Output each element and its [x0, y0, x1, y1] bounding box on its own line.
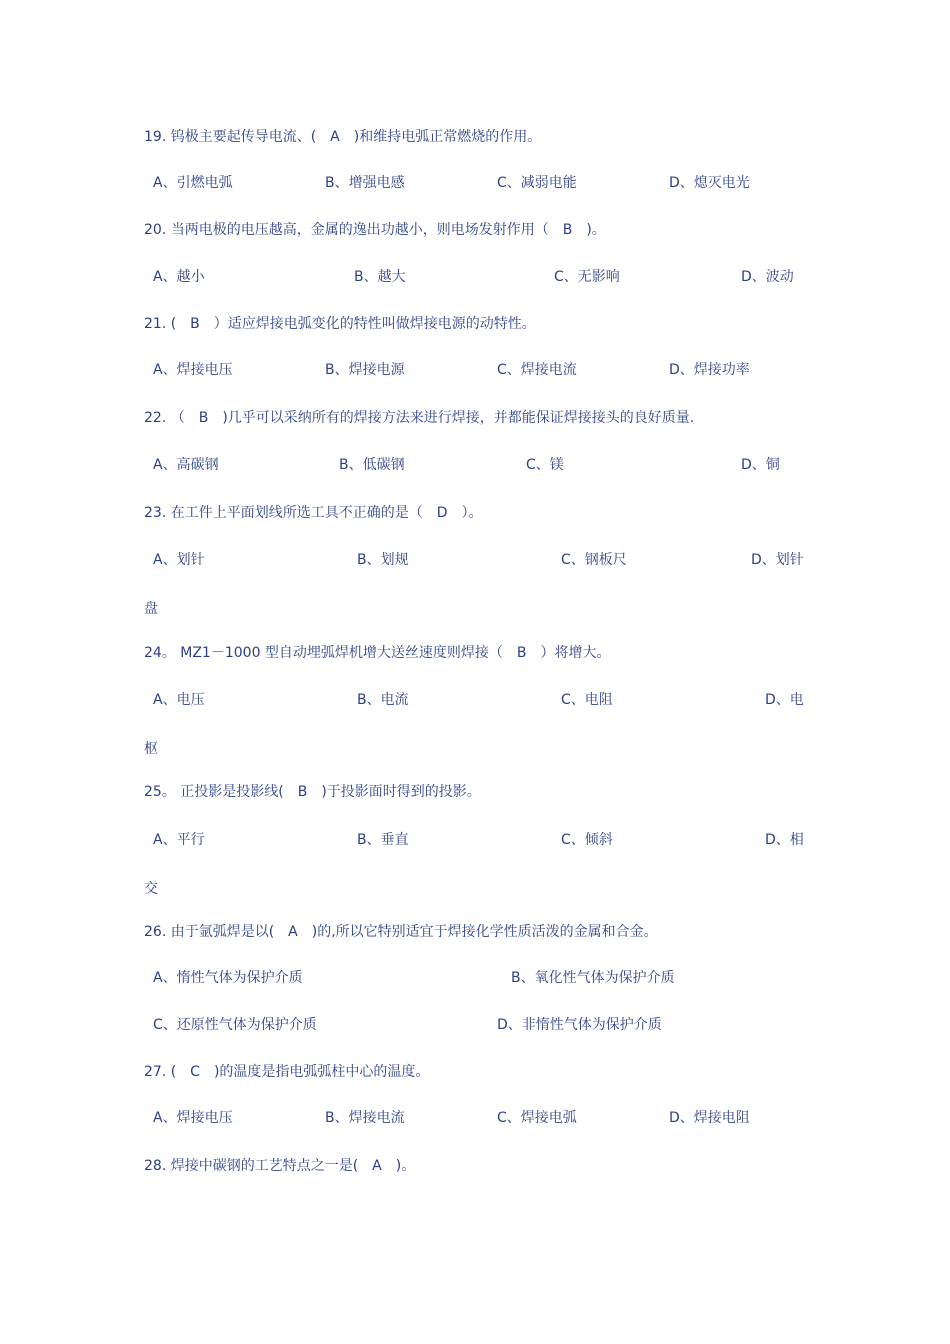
question-26-option-d: D、非惰性气体为保护介质	[497, 1017, 662, 1033]
question-27-option-a: A、焊接电压	[153, 1110, 233, 1126]
question-20-option-b: B、越大	[354, 269, 406, 285]
question-23-option-d: D、划针	[751, 552, 804, 568]
question-22-option-a: A、高碳钢	[153, 457, 219, 473]
question-25-option-d: D、相	[765, 832, 804, 848]
question-23-stem: 23. 在工件上平面划线所选工具不正确的是（ D ）。	[144, 505, 483, 521]
question-25-option-b: B、垂直	[357, 832, 409, 848]
question-26-option-c: C、还原性气体为保护介质	[153, 1017, 317, 1033]
question-27-option-b: B、焊接电流	[325, 1110, 405, 1126]
question-25-stem: 25。 正投影是投影线( B )于投影面时得到的投影。	[144, 784, 481, 800]
question-28-stem: 28. 焊接中碳钢的工艺特点之一是( A )。	[144, 1158, 416, 1174]
question-19-option-a: A、引燃电弧	[153, 175, 233, 191]
question-24-option-c: C、电阻	[561, 692, 613, 708]
question-23-option-d-wrap: 盘	[144, 601, 158, 617]
question-27-option-d: D、焊接电阻	[669, 1110, 750, 1126]
question-25-option-a: A、平行	[153, 832, 205, 848]
question-27-stem: 27. ( C )的温度是指电弧弧柱中心的温度。	[144, 1064, 430, 1080]
question-24-stem: 24。 MZ1－1000 型自动埋弧焊机增大送丝速度则焊接（ B ）将增大。	[144, 645, 611, 661]
question-26-option-a: A、惰性气体为保护介质	[153, 970, 303, 986]
question-20-option-a: A、越小	[153, 269, 205, 285]
question-19-stem: 19. 钨极主要起传导电流、( A )和维持电弧正常燃烧的作用。	[144, 129, 542, 145]
question-20-option-c: C、无影响	[554, 269, 620, 285]
question-22-stem: 22. （ B )几乎可以采纳所有的焊接方法来进行焊接，并都能保证焊接接头的良好质量.	[144, 410, 695, 426]
question-19-option-c: C、减弱电能	[497, 175, 577, 191]
question-26-stem: 26. 由于氩弧焊是以( A )的,所以它特别适宜于焊接化学性质活泼的金属和合金。	[144, 924, 658, 940]
question-26-option-b: B、氧化性气体为保护介质	[511, 970, 675, 986]
question-24-option-d: D、电	[765, 692, 804, 708]
question-24-option-a: A、电压	[153, 692, 205, 708]
question-21-option-b: B、焊接电源	[325, 362, 405, 378]
question-24-option-b: B、电流	[357, 692, 409, 708]
question-21-option-a: A、焊接电压	[153, 362, 233, 378]
question-23-option-b: B、划规	[357, 552, 409, 568]
question-21-option-d: D、焊接功率	[669, 362, 750, 378]
question-22-option-d: D、铜	[741, 457, 780, 473]
question-22-option-b: B、低碳钢	[339, 457, 405, 473]
question-25-option-c: C、倾斜	[561, 832, 613, 848]
question-23-option-a: A、划针	[153, 552, 205, 568]
question-21-stem: 21. ( B ）适应焊接电弧变化的特性叫做焊接电源的动特性。	[144, 316, 536, 332]
question-20-stem: 20. 当两电极的电压越高，金属的逸出功越小，则电场发射作用（ B )。	[144, 222, 606, 238]
question-19-option-b: B、增强电感	[325, 175, 405, 191]
question-20-option-d: D、波动	[741, 269, 794, 285]
question-19-option-d: D、熄灭电光	[669, 175, 750, 191]
question-27-option-c: C、焊接电弧	[497, 1110, 577, 1126]
question-24-option-d-wrap: 枢	[144, 741, 158, 757]
question-23-option-c: C、钢板尺	[561, 552, 627, 568]
question-22-option-c: C、镁	[526, 457, 564, 473]
question-21-option-c: C、焊接电流	[497, 362, 577, 378]
question-25-option-d-wrap: 交	[144, 881, 158, 897]
